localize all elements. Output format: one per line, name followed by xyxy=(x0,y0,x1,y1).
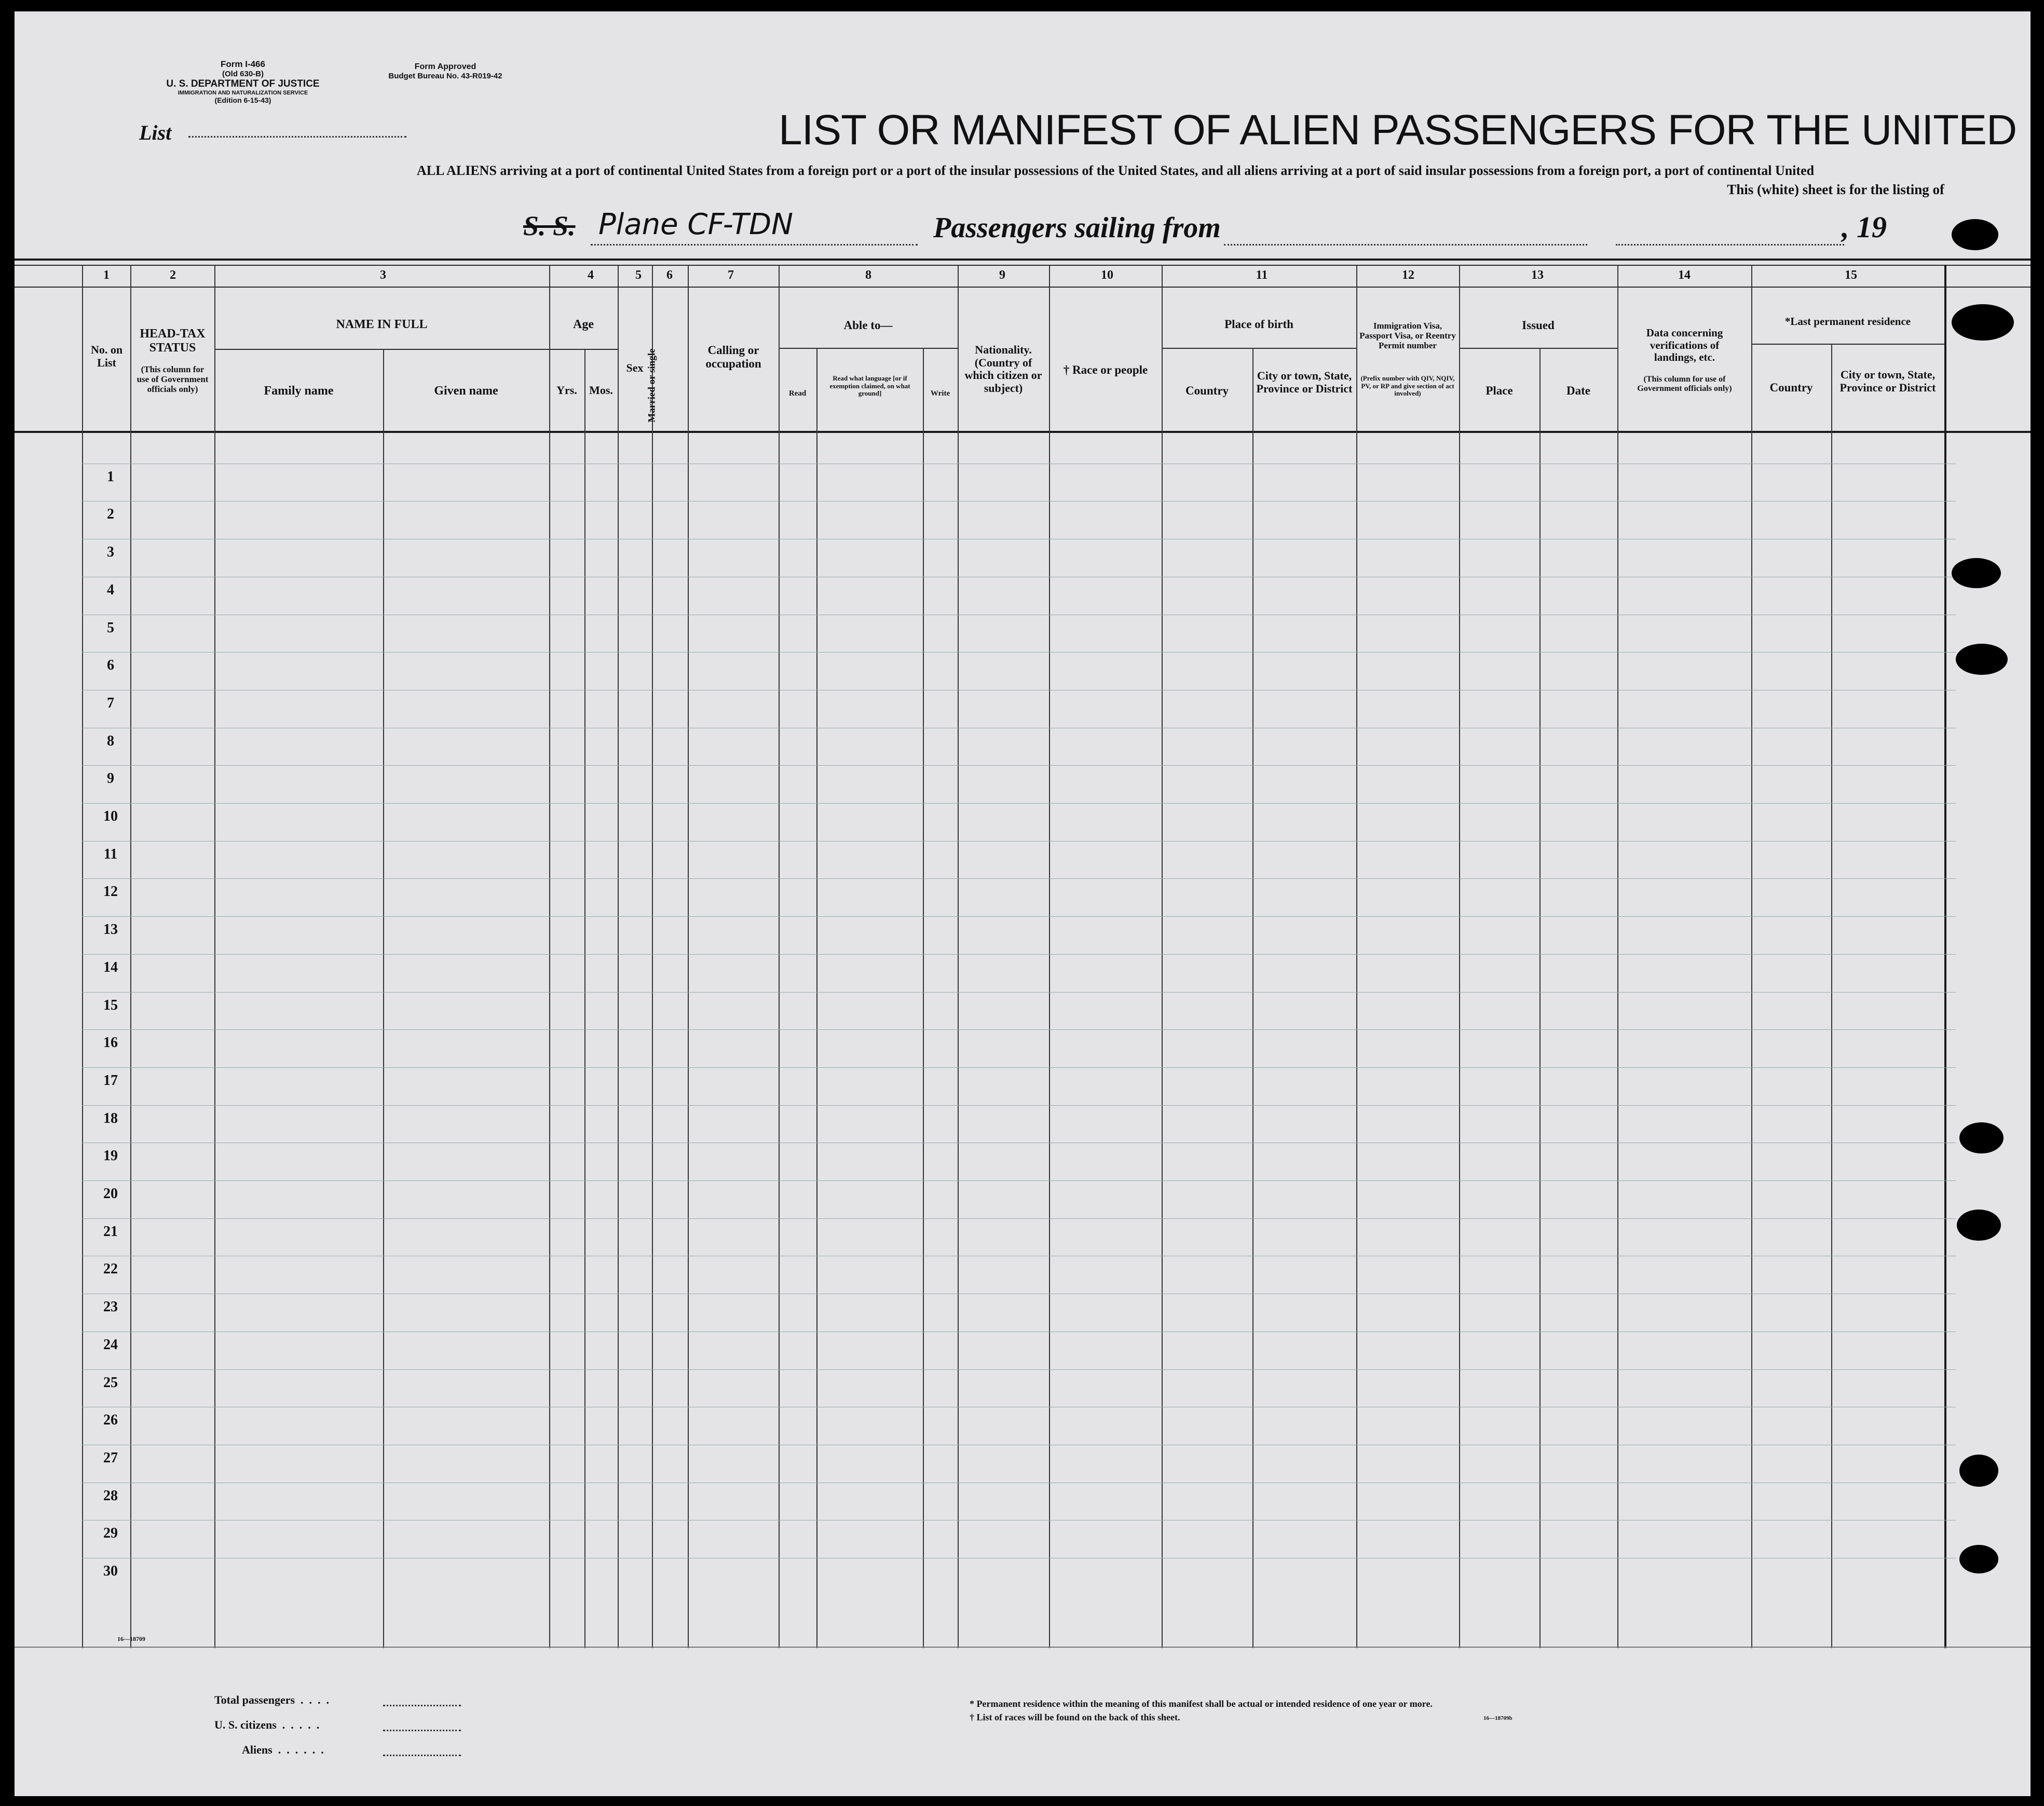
hdr-calling: Calling or occupation xyxy=(705,344,761,370)
col-number-2: 2 xyxy=(170,268,176,282)
row-number: 5 xyxy=(107,619,114,636)
total-passengers-label: Total passengers . . . . xyxy=(214,1693,330,1706)
col-number-10: 10 xyxy=(1101,268,1113,282)
row-number: 20 xyxy=(103,1186,118,1202)
hdr-sex: Sex xyxy=(626,361,644,374)
row-number: 28 xyxy=(103,1487,118,1504)
punch-hole-6 xyxy=(1957,1210,2001,1241)
hdr-no-on-list: No. on List xyxy=(90,343,123,369)
vline-f xyxy=(584,349,585,1648)
col-number-4: 4 xyxy=(588,268,594,282)
vline-a xyxy=(82,265,83,1648)
us-citizens-label: U. S. citizens . . . . . xyxy=(214,1718,320,1731)
col-number-14: 14 xyxy=(1678,268,1691,282)
hdr-name-in-full: NAME IN FULL xyxy=(336,318,428,331)
hdr-race: † Race or people xyxy=(1063,363,1148,376)
birth-subrule xyxy=(1162,348,1356,349)
vline-q xyxy=(1356,265,1357,1648)
punch-hole-5 xyxy=(1959,1122,2004,1153)
hdr-head-tax: HEAD-TAX STATUS xyxy=(140,327,206,355)
row-number: 8 xyxy=(107,732,114,749)
punch-hole-8 xyxy=(1959,1545,1998,1573)
list-label xyxy=(139,120,171,145)
vline-g xyxy=(618,265,619,1648)
ss-label xyxy=(523,210,576,242)
vline-k xyxy=(816,348,817,1648)
us-citizens-text: U. S. citizens xyxy=(214,1718,277,1731)
issued-subrule xyxy=(1459,348,1617,349)
hdr-yrs: Yrs. xyxy=(556,384,577,397)
row-number: 22 xyxy=(103,1261,118,1278)
row-number: 9 xyxy=(107,770,114,787)
table-bottom-rule xyxy=(15,1647,2031,1648)
form-approved: Form Approved xyxy=(414,62,476,71)
footnote-residence: * Permanent residence within the meaning of this manifest shall be actual or intended residence of one year or more. xyxy=(970,1699,1433,1709)
hdr-able-to: Able to— xyxy=(843,319,893,332)
vline-u xyxy=(1751,265,1752,1648)
residence-subrule xyxy=(1751,344,1944,345)
hdr-issued-place: Place xyxy=(1486,384,1513,397)
col-number-8: 8 xyxy=(865,268,871,282)
hdr-head-tax-note: (This column for use of Government officials only) xyxy=(137,364,209,395)
row-number: 17 xyxy=(103,1072,118,1089)
hdr-age: Age xyxy=(573,318,594,331)
list-label-text: List xyxy=(139,121,172,144)
able-subrule xyxy=(779,348,958,349)
table-row-rule xyxy=(82,1369,1956,1370)
row-number: 16 xyxy=(103,1035,118,1051)
punch-hole-3 xyxy=(1952,558,2001,588)
hdr-visa: Immigration Visa, Passport Visa, or Reentry Permit number xyxy=(1359,321,1456,351)
table-row-rule xyxy=(82,916,1956,917)
row-number: 4 xyxy=(107,581,114,598)
subtitle-line-2: This (white) sheet is for the listing of xyxy=(1727,182,1944,197)
vline-w xyxy=(1944,265,1946,1648)
row-number: 3 xyxy=(107,544,114,561)
vline-c xyxy=(214,265,215,1648)
header-top-rule xyxy=(15,259,2031,261)
form-service: IMMIGRATION AND NATURALIZATION SERVICE xyxy=(178,89,308,96)
hdr-place-of-birth: Place of birth xyxy=(1224,318,1293,331)
col-number-5: 5 xyxy=(635,268,642,282)
row-number: 26 xyxy=(103,1412,118,1429)
vline-l xyxy=(923,348,924,1648)
table-row-rule xyxy=(82,1105,1956,1106)
table-row-rule xyxy=(82,1067,1956,1068)
vessel-name-handwritten: Plane CF-TDN xyxy=(598,208,793,241)
table-row-rule xyxy=(82,803,1956,804)
form-edition: (Edition 6-15-43) xyxy=(214,96,271,105)
name-subrule xyxy=(214,349,549,350)
vessel-line xyxy=(591,244,918,246)
row-number: 7 xyxy=(107,695,114,711)
table-row-rule xyxy=(82,992,1956,993)
row-number: 13 xyxy=(103,921,118,938)
table-row-rule xyxy=(82,954,1956,955)
header-top-rule-2 xyxy=(15,265,2031,266)
table-row-rule xyxy=(82,652,1956,653)
vline-r xyxy=(1459,265,1460,1648)
hdr-given-name: Given name xyxy=(434,384,498,398)
punch-hole-1 xyxy=(1952,219,1998,250)
col-number-13: 13 xyxy=(1531,268,1544,282)
vline-n xyxy=(1049,265,1050,1648)
col-number-11: 11 xyxy=(1256,268,1268,282)
row-number: 11 xyxy=(103,846,118,862)
subtitle-line-1: ALL ALIENS arriving at a port of continental United States from a foreign port or a port of the insular possessions of the United States, and all aliens arriving at a port of said insular possessions from a foreign port, a port of continental United xyxy=(417,163,1815,178)
form-approval xyxy=(367,62,523,81)
col-number-9: 9 xyxy=(999,268,1005,282)
vline-m xyxy=(958,265,959,1648)
punch-hole-7 xyxy=(1959,1455,1998,1487)
col-number-3: 3 xyxy=(380,268,386,282)
sailing-label: Passengers sailing from xyxy=(933,212,1221,244)
hdr-data-note: (This column for use of Government officials only) xyxy=(1637,375,1732,393)
col-number-12: 12 xyxy=(1402,268,1414,282)
form-number: Form I-466 xyxy=(221,59,265,69)
sailing-date-line xyxy=(1616,244,1844,246)
list-number-line xyxy=(188,136,406,138)
col-number-6: 6 xyxy=(666,268,673,282)
hdr-nationality: Nationality. (Country of which citizen or subject) xyxy=(964,343,1042,395)
row-number: 15 xyxy=(103,997,118,1013)
row-number: 23 xyxy=(103,1299,118,1315)
hdr-read: Read xyxy=(788,389,807,398)
budget-bureau: Budget Bureau No. 43-R019-42 xyxy=(388,72,502,81)
hdr-issued: Issued xyxy=(1522,319,1555,332)
hdr-read-language: Read what language [or if exemption claimed, on what ground] xyxy=(829,374,910,398)
aliens-text: Aliens xyxy=(242,1743,272,1756)
vline-i xyxy=(688,265,689,1648)
hdr-issued-date: Date xyxy=(1566,384,1590,397)
page-title: LIST OR MANIFEST OF ALIEN PASSENGERS FOR THE UNITED xyxy=(779,106,2017,154)
row-number: 30 xyxy=(103,1563,118,1579)
print-code-left: 16—18709 xyxy=(117,1635,145,1642)
hdr-data-concerning: Data concerning verifications of landings, etc. xyxy=(1646,327,1723,364)
row-number: 18 xyxy=(103,1110,118,1126)
total-passengers-text: Total passengers xyxy=(214,1693,295,1706)
form-department: U. S. DEPARTMENT OF JUSTICE xyxy=(166,78,320,89)
header-bottom-rule xyxy=(15,431,2031,433)
row-number: 19 xyxy=(103,1148,118,1164)
vline-e xyxy=(549,265,550,1648)
colnum-rule xyxy=(15,287,2031,288)
vline-s xyxy=(1539,348,1541,1648)
form-id-block xyxy=(134,59,352,104)
row-number: 24 xyxy=(103,1336,118,1353)
row-number: 25 xyxy=(103,1374,118,1391)
total-passengers-line xyxy=(383,1705,461,1706)
row-number: 1 xyxy=(107,468,114,485)
table-row-rule xyxy=(82,1180,1956,1181)
punch-hole-2 xyxy=(1952,304,2014,341)
row-number: 27 xyxy=(103,1449,118,1466)
table-row-rule xyxy=(82,878,1956,879)
us-citizens-line xyxy=(383,1730,461,1731)
sailing-port-line xyxy=(1224,244,1587,246)
table-row-rule xyxy=(82,1029,1956,1030)
col-number-1: 1 xyxy=(103,268,110,282)
aliens-label: Aliens . . . . . . xyxy=(242,1743,324,1756)
ss-label-text: S. S. xyxy=(523,210,576,241)
hdr-visa-note: (Prefix number with QIV, NQIV, PV, or RP and give section of act involved) xyxy=(1360,374,1455,398)
row-number: 12 xyxy=(103,884,118,900)
vline-o xyxy=(1162,265,1163,1648)
row-number: 29 xyxy=(103,1525,118,1542)
aliens-line xyxy=(383,1755,461,1756)
year-label: , 19 xyxy=(1842,210,1887,244)
vline-j xyxy=(779,265,780,1648)
hdr-last-residence: *Last permanent residence xyxy=(1784,315,1911,328)
manifest-sheet xyxy=(15,11,2031,1796)
table-row-rule xyxy=(82,1218,1956,1219)
vline-t xyxy=(1617,265,1618,1648)
form-omb: (Old 630-B) xyxy=(222,69,264,78)
col-number-15: 15 xyxy=(1845,268,1857,282)
punch-hole-4 xyxy=(1956,644,2008,675)
hdr-birth-country: Country xyxy=(1185,384,1229,397)
age-subrule xyxy=(549,349,618,350)
hdr-residence-city: City or town, State, Province or District xyxy=(1839,368,1936,394)
vline-d xyxy=(383,349,384,1648)
vline-b xyxy=(130,265,131,1648)
hdr-married: Married or single xyxy=(646,348,658,423)
row-number: 2 xyxy=(107,506,114,523)
col-number-7: 7 xyxy=(728,268,734,282)
hdr-family-name: Family name xyxy=(264,384,334,398)
row-number: 21 xyxy=(103,1223,118,1240)
print-code-right: 16—18709b xyxy=(1483,1715,1512,1721)
row-number: 14 xyxy=(103,959,118,975)
hdr-residence-country: Country xyxy=(1769,381,1813,394)
hdr-write: Write xyxy=(930,389,950,398)
hdr-mos: Mos. xyxy=(589,384,613,397)
row-number: 10 xyxy=(103,808,118,824)
vline-h xyxy=(652,265,653,1648)
vline-p xyxy=(1252,348,1253,1648)
row-number: 6 xyxy=(107,657,114,674)
footnote-races: † List of races will be found on the back of this sheet. xyxy=(970,1712,1180,1722)
hdr-birth-city: City or town, State, Province or District xyxy=(1256,369,1353,395)
table-row-rule xyxy=(82,765,1956,766)
